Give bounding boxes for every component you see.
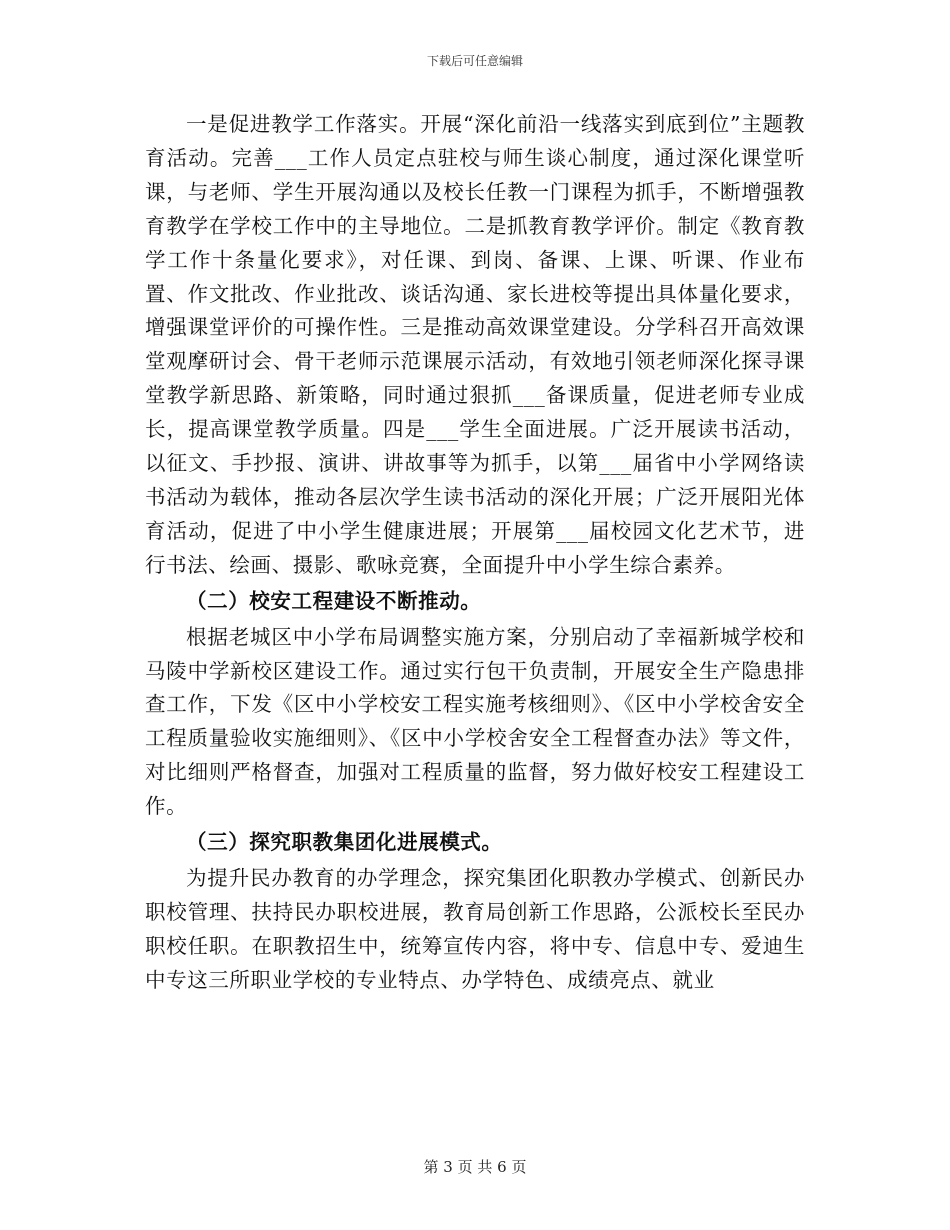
section-heading-vocational-education: （三）探究职教集团化进展模式。 — [186, 830, 503, 855]
paragraph-school-safety: 根据老城区中小学布局调整实施方案，分别启动了幸福新城学校和马陵中学新校区建设工作。通过实行包干负责制，开展安全生产隐患排查工作，下发《区中小学校安工程实施考核细则》、《区中小学校舍安全工程质量验收实施细则》、《区中小学校舍安全工程督查办法》等文件，对比细则严格督查，加强对工程质量的监督，努力做好校安工程建设工作。 — [145, 624, 805, 819]
document-body — [145, 108, 805, 998]
paragraph-teaching-work: 一是促进教学工作落实。开展“深化前沿一线落实到底到位”主题教育活动。完善___工作人员定点驻校与师生谈心制度，通过深化课堂听课，与老师、学生开展沟通以及校长任教一门课程为抓手，不断增强教育教学在学校工作中的主导地位。二是抓教育教学评价。制定《教育教学工作十条量化要求》，对任课、到岗、备课、上课、听课、作业布置、作文批改、作业批改、谈话沟通、家长进校等提出具体量化要求，增强课堂评价的可操作性。三是推动高效课堂建设。分学科召开高效课堂观摩研讨会、骨干老师示范课展示活动，有效地引领老师深化探寻课堂教学新思路、新策略，同时通过狠抓___备课质量，促进老师专业成长，提高课堂教学质量。四是___学生全面进展。广泛开展读书活动，以征文、手抄报、演讲、讲故事等为抓手，以第___届省中小学网络读书活动为载体，推动各层次学生读书活动的深化开展；广泛开展阳光体育活动，促进了中小学生健康进展；开展第___届校园文化艺术节，进行书法、绘画、摄影、歌咏竞赛，全面提升中小学生综合素养。 — [145, 112, 805, 577]
section-heading-school-safety: （二）校安工程建设不断推动。 — [186, 588, 482, 613]
page-footer: 第 3 页 共 6 页 — [423, 1158, 527, 1176]
paragraph-vocational-education: 为提升民办教育的办学理念，探究集团化职教办学模式、创新民办职校管理、扶持民办职校进展，教育局创新工作思路，公派校长至民办职校任职。在职教招生中，统筹宣传内容，将中专、信息中专、爱迪生中专这三所职业学校的专业特点、办学特色、成绩亮点、就业 — [145, 865, 805, 992]
page-header: 下载后可任意编辑 — [426, 54, 523, 68]
